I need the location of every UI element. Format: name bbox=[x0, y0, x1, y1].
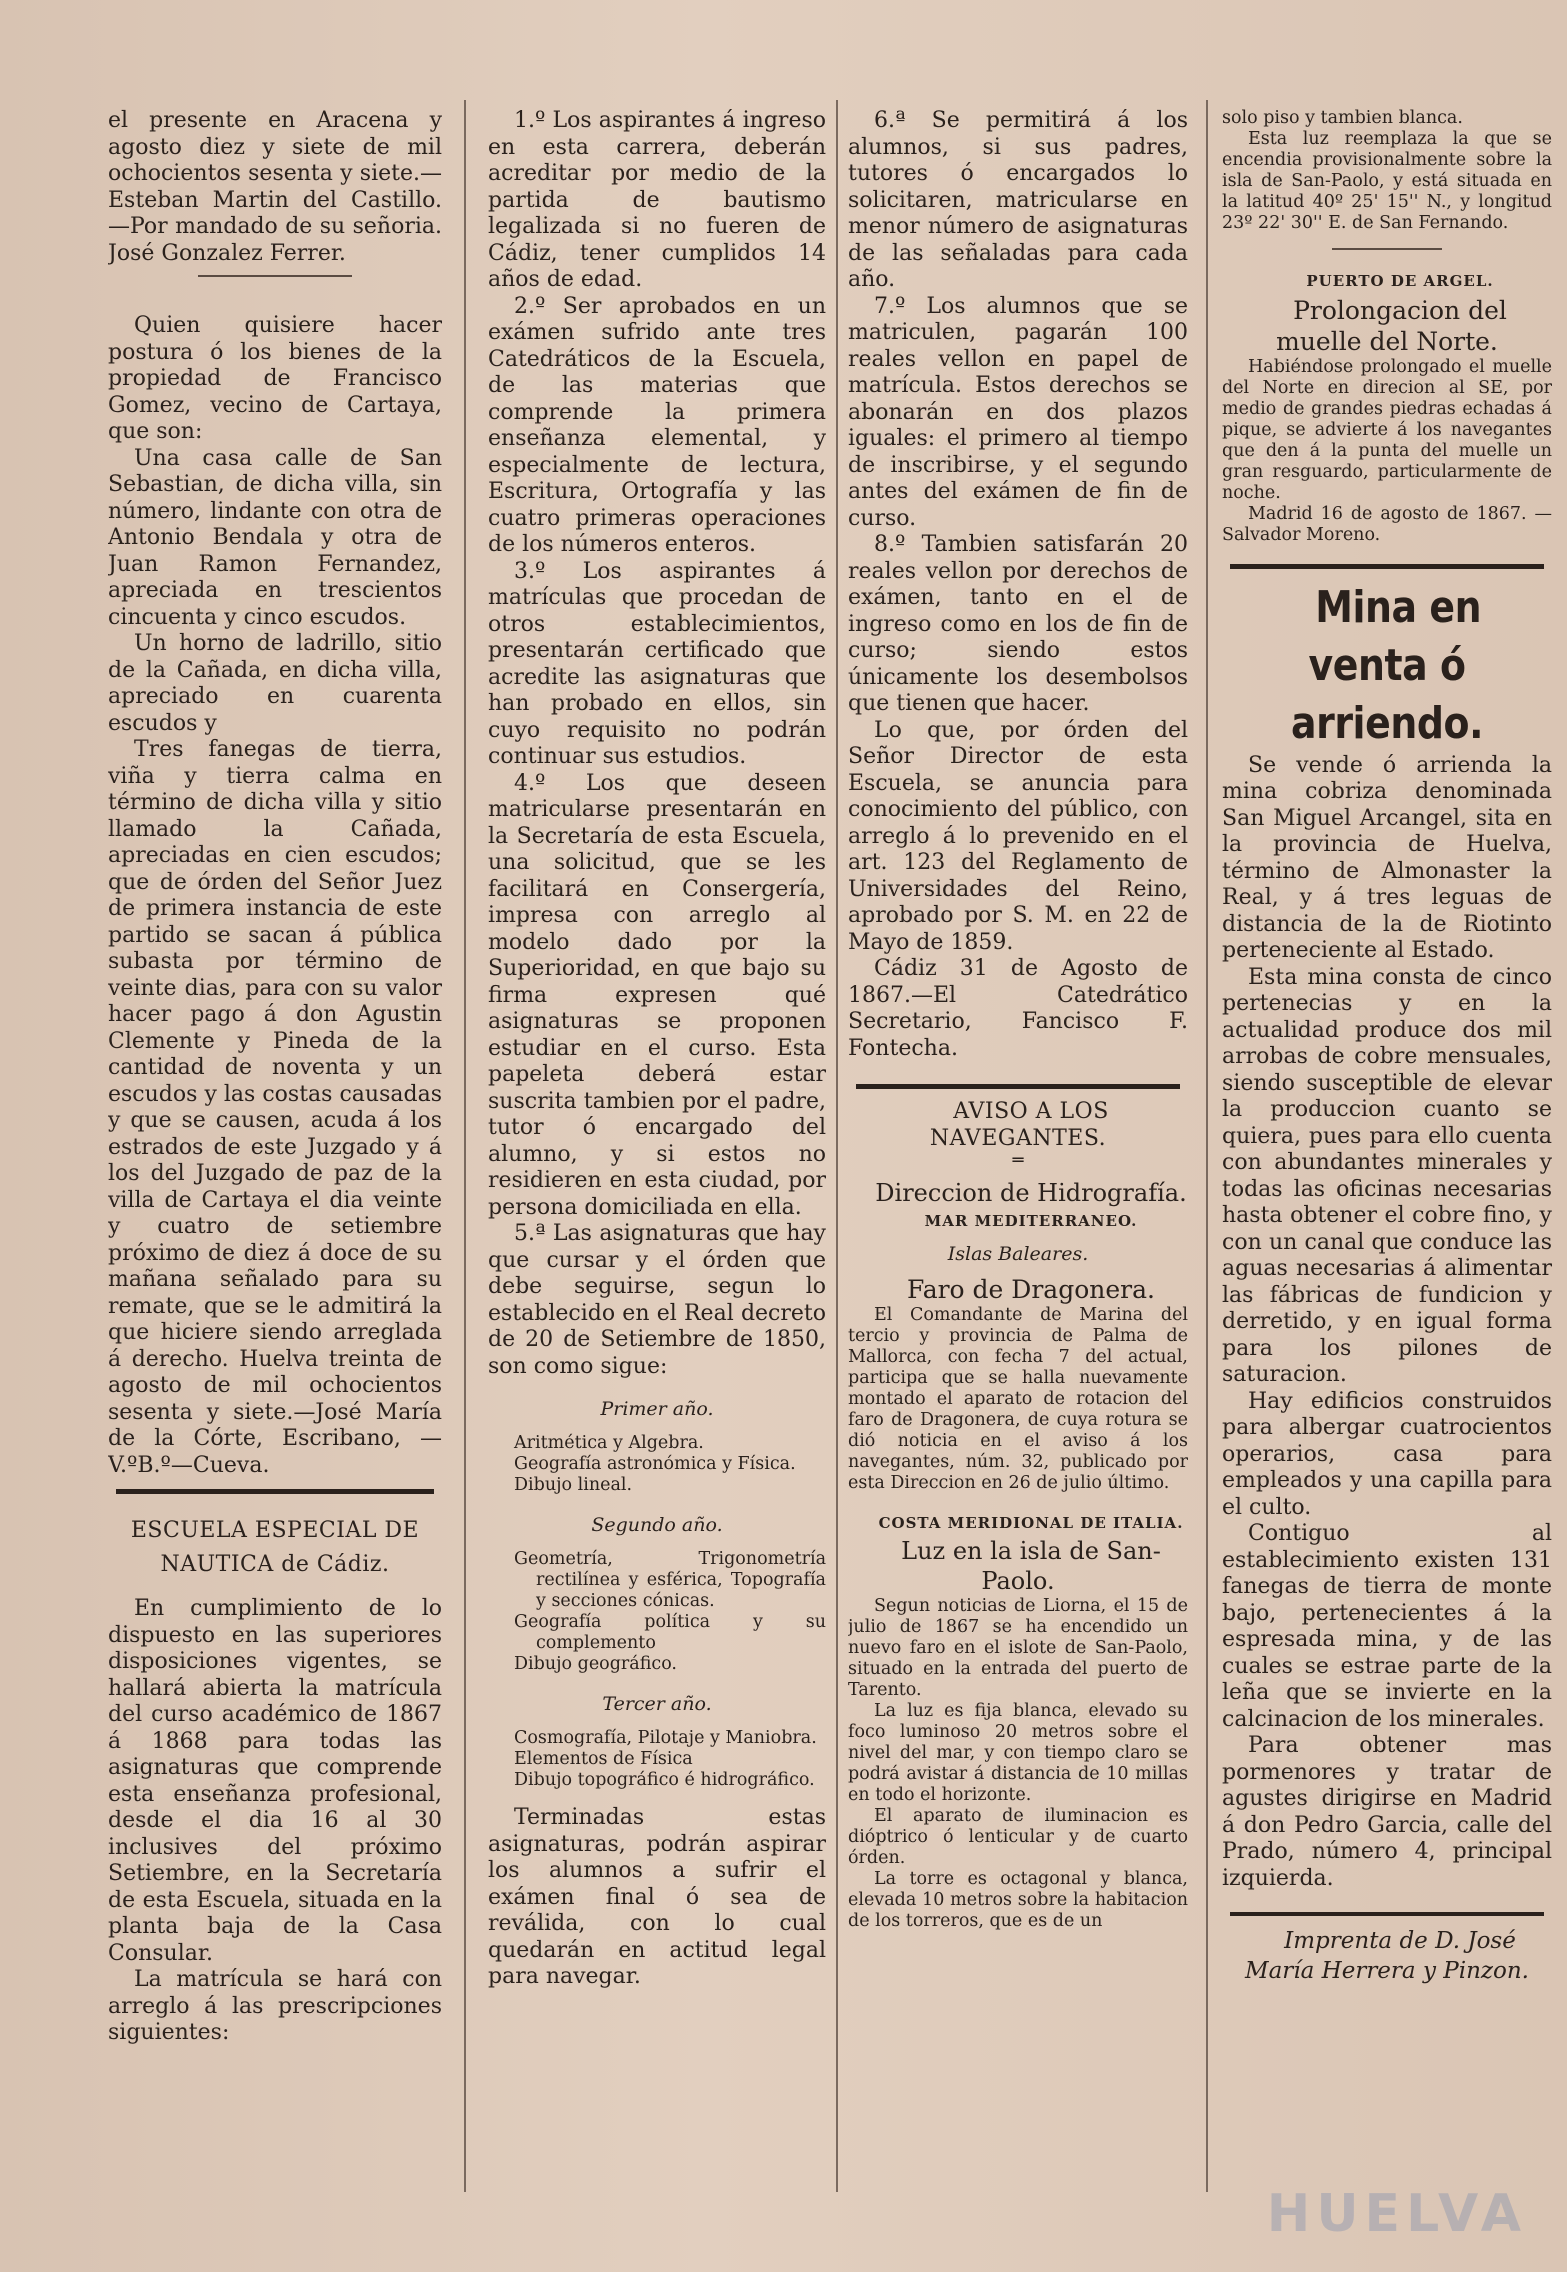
paragraph: el presente en Aracena y agosto diez y siete de mil ochocientos sesenta y siete.—Esteban Martin del Castillo.—Por mandado de su señoria. José Gonzalez Ferrer. bbox=[108, 108, 442, 266]
watermark: HUELVA bbox=[1266, 2184, 1527, 2244]
paragraph: 7.º Los alumnos que se matriculen, pagarán 100 reales vellon en papel de matrícula. Estos derechos se abonarán en dos plazos iguales: el primero al tiempo de inscribirse, y el segundo antes del exámen de fin de curso. bbox=[848, 293, 1188, 531]
section-title: PUERTO DE ARGEL. bbox=[1306, 272, 1494, 290]
list-item: Cosmografía, Pilotaje y Maniobra. bbox=[514, 1728, 817, 1748]
column-divider bbox=[1206, 100, 1208, 2192]
paragraph: Segun noticias de Liorna, el 15 de julio de 1867 se ha encendido un nuevo faro en el islote de San-Paolo, situado en la entrada del puerto de Tarento. bbox=[848, 1596, 1188, 1700]
paragraph: Habiéndose prolongado el muelle del Norte en direcion al SE, por medio de grandes piedras echadas á pique, se advierte á los navegantes que den á la punta del muelle un gran resguardo, particularmente de noche. bbox=[1222, 356, 1552, 503]
column-2 bbox=[488, 108, 826, 2232]
paragraph: La luz es fija blanca, elevado su foco luminoso 20 metros sobre el nivel del mar, y con tiempo claro se podrá avistar á distancia de 10 millas en todo el horizonte. bbox=[848, 1701, 1188, 1805]
section-title: Islas Baleares. bbox=[947, 1242, 1089, 1265]
paragraph: El aparato de iluminacion es dióptrico ó lenticular y de cuarto órden. bbox=[848, 1806, 1188, 1868]
list-item: Geografía astronómica y Física. bbox=[514, 1454, 796, 1474]
year-heading: Segundo año. bbox=[591, 1514, 723, 1536]
section-title: ESCUELA ESPECIAL DE NAUTICA de Cádiz. bbox=[130, 1518, 420, 1577]
column-3 bbox=[848, 108, 1188, 2232]
paragraph: 5.ª Las asignaturas que hay que cursar y el órden que debe seguirse, segun lo establecido en el Real decreto de 20 de Setiembre de 1850, son como sigue: bbox=[488, 1221, 826, 1379]
separator bbox=[116, 1489, 434, 1494]
paragraph: Se vende ó arrienda la mina cobriza denominada San Miguel Arcangel, sita en la provincia de Huelva, término de Almonaster la Real, y á tres leguas de distancia de la de Riotinto perteneciente al Estado. bbox=[1222, 752, 1552, 963]
paragraph: 4.º Los que deseen matricularse presentarán en la Secretaría de esta Escuela, una solicitud, que se les facilitará en Consergería, impresa con arreglo al modelo dado por la Superioridad, en que bajo su firma expresen qué asignaturas se proponen estudiar en el curso. Esta papeleta deberá estar suscrita tambien por el padre, tutor ó encargado del alumno, y si estos no residieren en esta ciudad, por persona domiciliada en ella. bbox=[488, 770, 826, 1220]
imprint: Imprenta de D. José María Herrera y Pinzon. bbox=[1245, 1928, 1529, 1984]
column-4 bbox=[1222, 108, 1552, 2232]
list-item: Dibujo geográfico. bbox=[514, 1654, 677, 1674]
column-divider bbox=[464, 100, 466, 2192]
paragraph: Cádiz 31 de Agosto de 1867.—El Catedrático Secretario, Fancisco F. Fontecha. bbox=[848, 956, 1188, 1061]
paragraph: 6.ª Se permitirá á los alumnos, si sus padres, tutores ó encargados lo solicitaren, matricularse en menor número de asignaturas de las señaladas para cada año. bbox=[848, 108, 1188, 292]
separator bbox=[1230, 564, 1544, 569]
paragraph: Para obtener mas pormenores y tratar de agustes dirigirse en Madrid á don Pedro Garcia, calle del Prado, número 4, principal izquierda. bbox=[1222, 1733, 1552, 1891]
section-title: AVISO A LOS NAVEGANTES. bbox=[929, 1099, 1109, 1151]
year-heading: Primer año. bbox=[600, 1398, 714, 1420]
paragraph: La matrícula se hará con arreglo á las prescripciones siguientes: bbox=[108, 1967, 442, 2045]
section-title: Direccion de Hidrografía. bbox=[875, 1179, 1187, 1207]
section-title: Faro de Dragonera. bbox=[907, 1274, 1155, 1304]
paragraph: Quien quisiere hacer postura ó los bienes de la propiedad de Francisco Gomez, vecino de Cartaya, que son: bbox=[108, 313, 442, 444]
section-title: Luz en la isla de San-Paolo. bbox=[901, 1537, 1161, 1595]
paragraph: Contiguo al establecimiento existen 131 fanegas de tierra de monte bajo, pertenecientes á la espresada mina, y de las cuales se estrae parte de la leña que se invierte en la calcinacion de los minerales. bbox=[1222, 1521, 1552, 1732]
year-heading: Tercer año. bbox=[602, 1693, 712, 1715]
column-divider bbox=[836, 100, 838, 2192]
paragraph: 8.º Tambien satisfarán 20 reales vellon por derechos de exámen, tanto en el de ingreso como en los de fin de curso; siendo estos únicamente los desembolsos que tienen que hacer. bbox=[848, 532, 1188, 716]
list-item: Dibujo topográfico é hidrográfico. bbox=[514, 1770, 815, 1790]
paragraph: Una casa calle de San Sebastian, de dicha villa, sin número, lindante con otra de Antonio Bendala y otra de Juan Ramon Fernandez, apreciada en trescientos cincuenta y cinco escudos. bbox=[108, 445, 442, 630]
separator bbox=[856, 1084, 1180, 1089]
paragraph: Lo que, por órden del Señor Director de esta Escuela, se anuncia para conocimiento del público, con arreglo á lo prevenido en el art. 123 del Reglamento de Universidades del Reino, aprobado por S. M. en 22 de Mayo de 1859. bbox=[848, 717, 1188, 955]
paragraph: Esta mina consta de cinco pertenecias y en la actualidad produce dos mil arrobas de cobre mensuales, siendo susceptible de elevar la produccion cuanto se quiera, pues para ello cuenta con abundantes minerales y todas las oficinas necesarias hasta obtener el cobre fino, y con un canal que conduce las aguas necesarias á alimentar las fábricas de fundicion y derretido, y en igual forma para los pilones de saturacion. bbox=[1222, 964, 1552, 1387]
column-1 bbox=[108, 108, 442, 2232]
list-item: Geografía política y su complemento bbox=[514, 1612, 826, 1653]
paragraph: Un horno de ladrillo, sitio de la Cañada, en dicha villa, apreciado en cuarenta escudos y bbox=[108, 631, 442, 736]
paragraph: Tres fanegas de tierra, viña y tierra calma en término de dicha villa y sitio llamado la Cañada, apreciadas en cien escudos; que de órden del Señor Juez de primera instancia de este partido se sacan á pública subasta por término de veinte dias, para con su valor hacer pago á don Agustin Clemente y Pineda de la cantidad de noventa y un escudos y las costas causadas y que se causen, acuda á los estrados de este Juzgado y á los del Juzgado de paz de la villa de Cartaya el dia veinte y cuatro de setiembre próximo de diez á doce de su mañana señalado para su remate, que se le admitirá la que hiciere siendo arreglada á derecho. Huelva treinta de agosto de mil ochocientos sesenta y siete.—José María de la Córte, Escribano, —V.ºB.º—Cueva. bbox=[108, 737, 442, 1478]
paragraph: 2.º Ser aprobados en un exámen sufrido ante tres Catedráticos de la Escuela, de las materias que comprende la primera enseñanza elemental, y especialmente de lectura, Escritura, Ortografía y las cuatro primeras operaciones de los números enteros. bbox=[488, 293, 826, 557]
paragraph: Terminadas estas asignaturas, podrán aspirar los alumnos a sufrir el exámen final ó sea de reválida, con lo cual quedarán en actitud legal para navegar. bbox=[488, 1805, 826, 1989]
separator bbox=[198, 275, 352, 277]
list-item: Geometría, Trigonometría rectilínea y esférica, Topografía y secciones cónicas. bbox=[514, 1549, 826, 1611]
paragraph: Hay edificios construidos para albergar cuatrocientos operarios, casa para empleados y una capilla para el culto. bbox=[1222, 1388, 1552, 1520]
paragraph: 3.º Los aspirantes á matrículas que procedan de otros establecimientos, presentarán certificado que acredite las asignaturas que han probado en ellos, sin cuyo requisito no podrán continuar sus estudios. bbox=[488, 558, 826, 769]
list-item: Dibujo lineal. bbox=[514, 1475, 633, 1495]
paragraph: Madrid 16 de agosto de 1867. —Salvador Moreno. bbox=[1222, 503, 1552, 545]
separator: ═ bbox=[1012, 1150, 1024, 1171]
section-title: Prolongacion del muelle del Norte. bbox=[1276, 295, 1507, 356]
list-item: Aritmética y Algebra. bbox=[514, 1433, 704, 1453]
paragraph: 1.º Los aspirantes á ingreso en esta carrera, deberán acreditar por medio de la partida de bautismo legalizada si no fueren de Cádiz, tener cumplidos 14 años de edad. bbox=[488, 108, 826, 292]
section-title: MAR MEDITERRANEO. bbox=[924, 1212, 1138, 1230]
separator bbox=[1230, 1912, 1544, 1916]
headline: Mina en venta ó arriendo. bbox=[1290, 581, 1484, 749]
paragraph: En cumplimiento de lo dispuesto en las superiores disposiciones vigentes, se hallará abierta la matrícula del curso académico de 1867 á 1868 para todas las asignaturas que comprende esta enseñanza profesional, desde el dia 16 al 30 inclusives del próximo Setiembre, en la Secretaría de esta Escuela, situada en la planta baja de la Casa Consular. bbox=[108, 1596, 442, 1966]
list-item: Elementos de Física bbox=[514, 1749, 693, 1769]
paragraph: La torre es octagonal y blanca, elevada 10 metros sobre la habitacion de los torreros, que es de un bbox=[848, 1869, 1188, 1931]
separator bbox=[1332, 248, 1442, 250]
paragraph: El Comandante de Marina del tercio y provincia de Palma de Mallorca, con fecha 7 del actual, participa que se halla nuevamente montado el aparato de rotacion del faro de Dragonera, de cuya rotura se dió noticia en el aviso á los navegantes, núm. 32, publicado por esta Direccion en 26 de julio último. bbox=[848, 1304, 1188, 1493]
section-title: COSTA MERIDIONAL DE ITALIA. bbox=[878, 1513, 1184, 1532]
paragraph: solo piso y tambien blanca. bbox=[1222, 108, 1463, 128]
paragraph: Esta luz reemplaza la que se encendia provisionalmente sobre la isla de San-Paolo, y está situada en la latitud 40º 25' 15'' N., y longitud 23º 22' 30'' E. de San Fernando. bbox=[1222, 129, 1552, 233]
